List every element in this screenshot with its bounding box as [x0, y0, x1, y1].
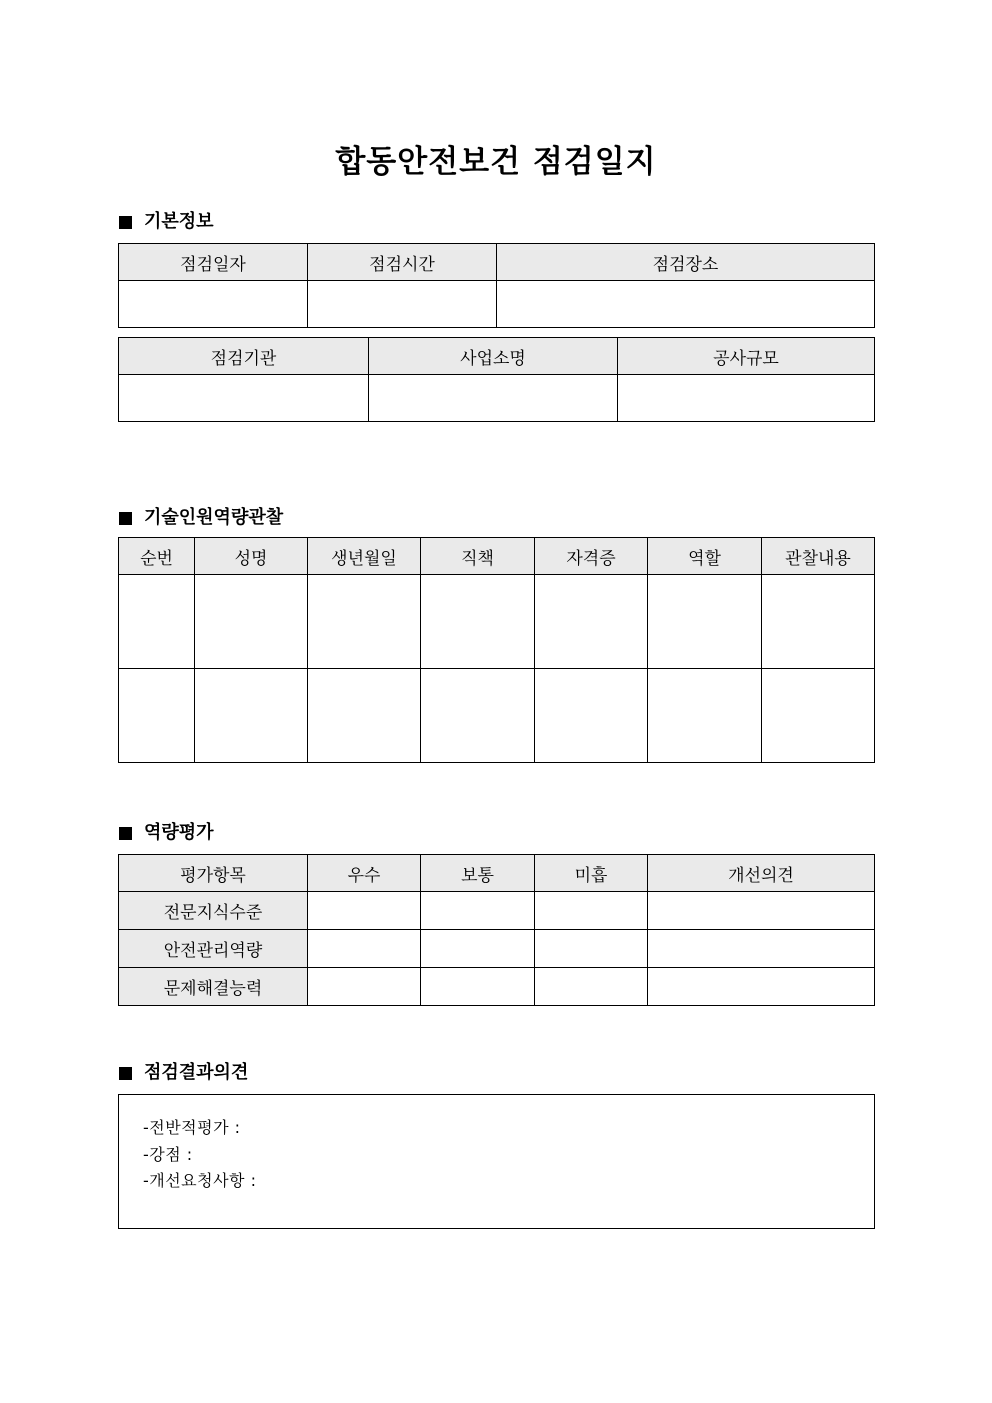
field-inspection-place[interactable] — [497, 281, 875, 328]
header-inspection-date: 점검일자 — [119, 244, 308, 281]
cell-excellent[interactable] — [308, 930, 421, 968]
eval-item-safety-management: 안전관리역량 — [119, 930, 308, 968]
table-row — [119, 669, 875, 763]
header-position: 직책 — [421, 538, 535, 575]
header-improvement: 개선의견 — [648, 855, 875, 892]
cell-name[interactable] — [195, 669, 308, 763]
result-opinion-box[interactable] — [118, 1094, 875, 1229]
document-title: 합동안전보건 점검일지 — [335, 144, 657, 180]
header-inspection-agency: 점검기관 — [119, 338, 369, 375]
section-result-label: 점검결과의견 — [144, 1062, 249, 1083]
section-result-heading — [119, 1061, 248, 1085]
section-staff-label: 기술인원역량관찰 — [144, 507, 284, 528]
basic-info-table-1 — [118, 243, 875, 328]
table-row — [119, 930, 875, 968]
header-certificate: 자격증 — [535, 538, 648, 575]
section-staff-heading — [119, 506, 283, 530]
cell-birthdate[interactable] — [308, 669, 421, 763]
header-construction-scale: 공사규모 — [618, 338, 875, 375]
section-eval-label: 역량평가 — [144, 822, 214, 843]
square-bullet-icon — [119, 1067, 132, 1080]
square-bullet-icon — [119, 216, 132, 229]
header-excellent: 우수 — [308, 855, 421, 892]
cell-average[interactable] — [421, 968, 535, 1006]
table-row — [119, 575, 875, 669]
cell-improvement[interactable] — [648, 930, 875, 968]
cell-average[interactable] — [421, 930, 535, 968]
field-construction-scale[interactable] — [618, 375, 875, 422]
cell-number[interactable] — [119, 575, 195, 669]
cell-name[interactable] — [195, 575, 308, 669]
cell-role[interactable] — [648, 575, 762, 669]
section-basic-info-heading — [119, 210, 214, 234]
field-inspection-agency[interactable] — [119, 375, 369, 422]
cell-observation[interactable] — [762, 669, 875, 763]
cell-birthdate[interactable] — [308, 575, 421, 669]
cell-poor[interactable] — [535, 892, 648, 930]
header-average: 보통 — [421, 855, 535, 892]
table-row — [119, 968, 875, 1006]
field-inspection-time[interactable] — [308, 281, 497, 328]
field-business-office[interactable] — [369, 375, 618, 422]
header-inspection-place: 점검장소 — [497, 244, 875, 281]
staff-observation-table — [118, 537, 875, 763]
cell-excellent[interactable] — [308, 968, 421, 1006]
cell-position[interactable] — [421, 575, 535, 669]
cell-position[interactable] — [421, 669, 535, 763]
cell-certificate[interactable] — [535, 669, 648, 763]
competency-evaluation-table — [118, 854, 875, 1006]
header-inspection-time: 점검시간 — [308, 244, 497, 281]
eval-item-expertise: 전문지식수준 — [119, 892, 308, 930]
header-observation: 관찰내용 — [762, 538, 875, 575]
strengths-label: -강점 : — [143, 1145, 193, 1164]
cell-improvement[interactable] — [648, 968, 875, 1006]
section-eval-heading — [119, 821, 214, 845]
header-name: 성명 — [195, 538, 308, 575]
cell-excellent[interactable] — [308, 892, 421, 930]
field-inspection-date[interactable] — [119, 281, 308, 328]
header-birthdate: 생년월일 — [308, 538, 421, 575]
header-number: 순번 — [119, 538, 195, 575]
cell-number[interactable] — [119, 669, 195, 763]
cell-poor[interactable] — [535, 930, 648, 968]
header-role: 역할 — [648, 538, 762, 575]
cell-average[interactable] — [421, 892, 535, 930]
basic-info-table-2 — [118, 337, 875, 422]
header-poor: 미흡 — [535, 855, 648, 892]
cell-certificate[interactable] — [535, 575, 648, 669]
table-row — [119, 892, 875, 930]
cell-role[interactable] — [648, 669, 762, 763]
improvement-request-label: -개선요청사항 : — [143, 1171, 257, 1190]
cell-improvement[interactable] — [648, 892, 875, 930]
overall-evaluation-label: -전반적평가 : — [143, 1118, 241, 1137]
section-basic-info-label: 기본정보 — [144, 211, 214, 232]
square-bullet-icon — [119, 512, 132, 525]
eval-item-problem-solving: 문제해결능력 — [119, 968, 308, 1006]
header-eval-item: 평가항목 — [119, 855, 308, 892]
cell-observation[interactable] — [762, 575, 875, 669]
square-bullet-icon — [119, 827, 132, 840]
header-business-office: 사업소명 — [369, 338, 618, 375]
cell-poor[interactable] — [535, 968, 648, 1006]
